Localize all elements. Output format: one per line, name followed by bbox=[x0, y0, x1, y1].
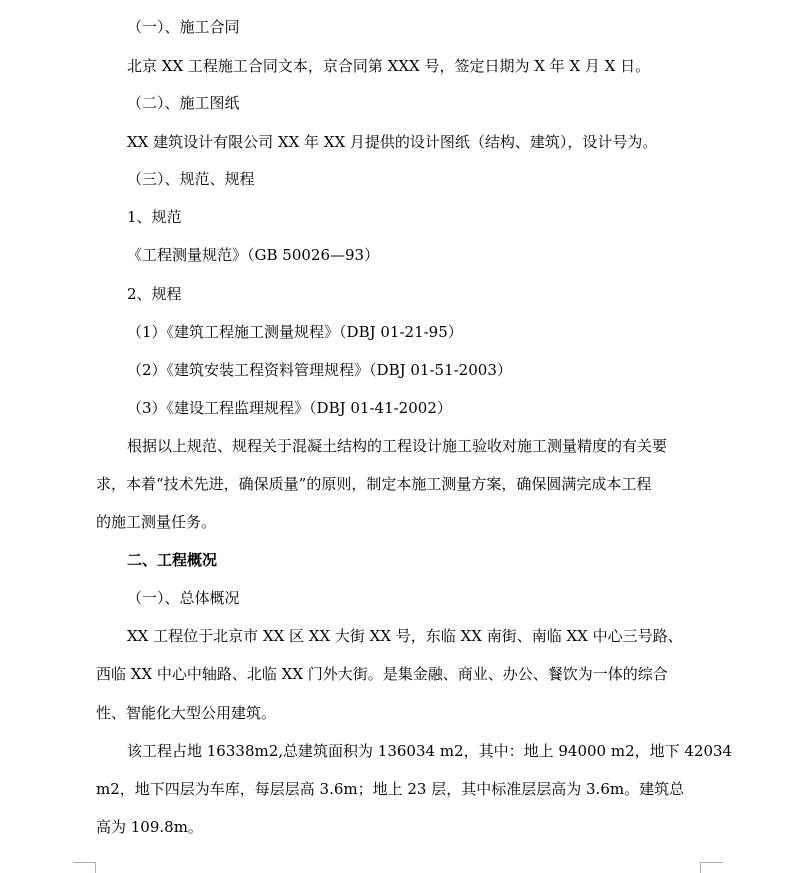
section-contract-text: 北京 XX 工程施工合同文本，京合同第 XXX 号，签定日期为 X 年 X 月 X 日。 bbox=[127, 57, 651, 75]
location-paragraph-line: XX 工程位于北京市 XX 区 XX 大街 XX 号，东临 XX 南街、南临 XX 中心三号路、 bbox=[127, 627, 683, 645]
procedure-item: （3）《建设工程监理规程》（DBJ 01-41-2002） bbox=[127, 399, 452, 417]
section-drawings-heading: （二）、施工图纸 bbox=[127, 94, 240, 112]
basis-paragraph-line: 求，本着“技术先进，确保质量”的原则，制定本施工测量方案，确保圆满完成本工程 bbox=[96, 475, 652, 493]
section-standards-heading: （三）、规范、规程 bbox=[127, 170, 255, 188]
overview-heading: 二、工程概况 bbox=[127, 551, 218, 569]
general-heading: （一）、总体概况 bbox=[127, 589, 240, 607]
standard-item: 《工程测量规范》（GB 50026—93） bbox=[127, 246, 380, 264]
standards-label: 1、规范 bbox=[127, 208, 182, 226]
location-paragraph-line: 性、智能化大型公用建筑。 bbox=[96, 704, 277, 722]
procedures-label: 2、规程 bbox=[127, 285, 182, 303]
procedure-item: （1）《建筑工程施工测量规程》（DBJ 01-21-95） bbox=[127, 323, 463, 341]
area-paragraph-line: 该工程占地 16338m2,总建筑面积为 136034 m2，其中：地上 94000 m2，地下 42034 bbox=[127, 742, 733, 760]
basis-paragraph-line: 的施工测量任务。 bbox=[96, 513, 217, 531]
page-margin-corner-right bbox=[700, 862, 723, 873]
section-contract-heading: （一）、施工合同 bbox=[127, 18, 240, 36]
location-paragraph-line: 西临 XX 中心中轴路、北临 XX 门外大街。是集金融、商业、办公、餐饮为一体的综合 bbox=[96, 665, 668, 683]
basis-paragraph-line: 根据以上规范、规程关于混凝土结构的工程设计施工验收对施工测量精度的有关要 bbox=[127, 437, 668, 455]
area-paragraph-line: 高为 109.8m。 bbox=[96, 818, 203, 836]
section-drawings-text: XX 建筑设计有限公司 XX 年 XX 月提供的设计图纸（结构、建筑），设计号为。 bbox=[127, 133, 658, 151]
page-margin-corner-left bbox=[73, 862, 96, 873]
area-paragraph-line: m2，地下四层为车库，每层层高 3.6m；地上 23 层，其中标准层层高为 3.6m。建筑总 bbox=[96, 780, 685, 798]
procedure-item: （2）《建筑安装工程资料管理规程》（DBJ 01-51-2003） bbox=[127, 361, 512, 379]
